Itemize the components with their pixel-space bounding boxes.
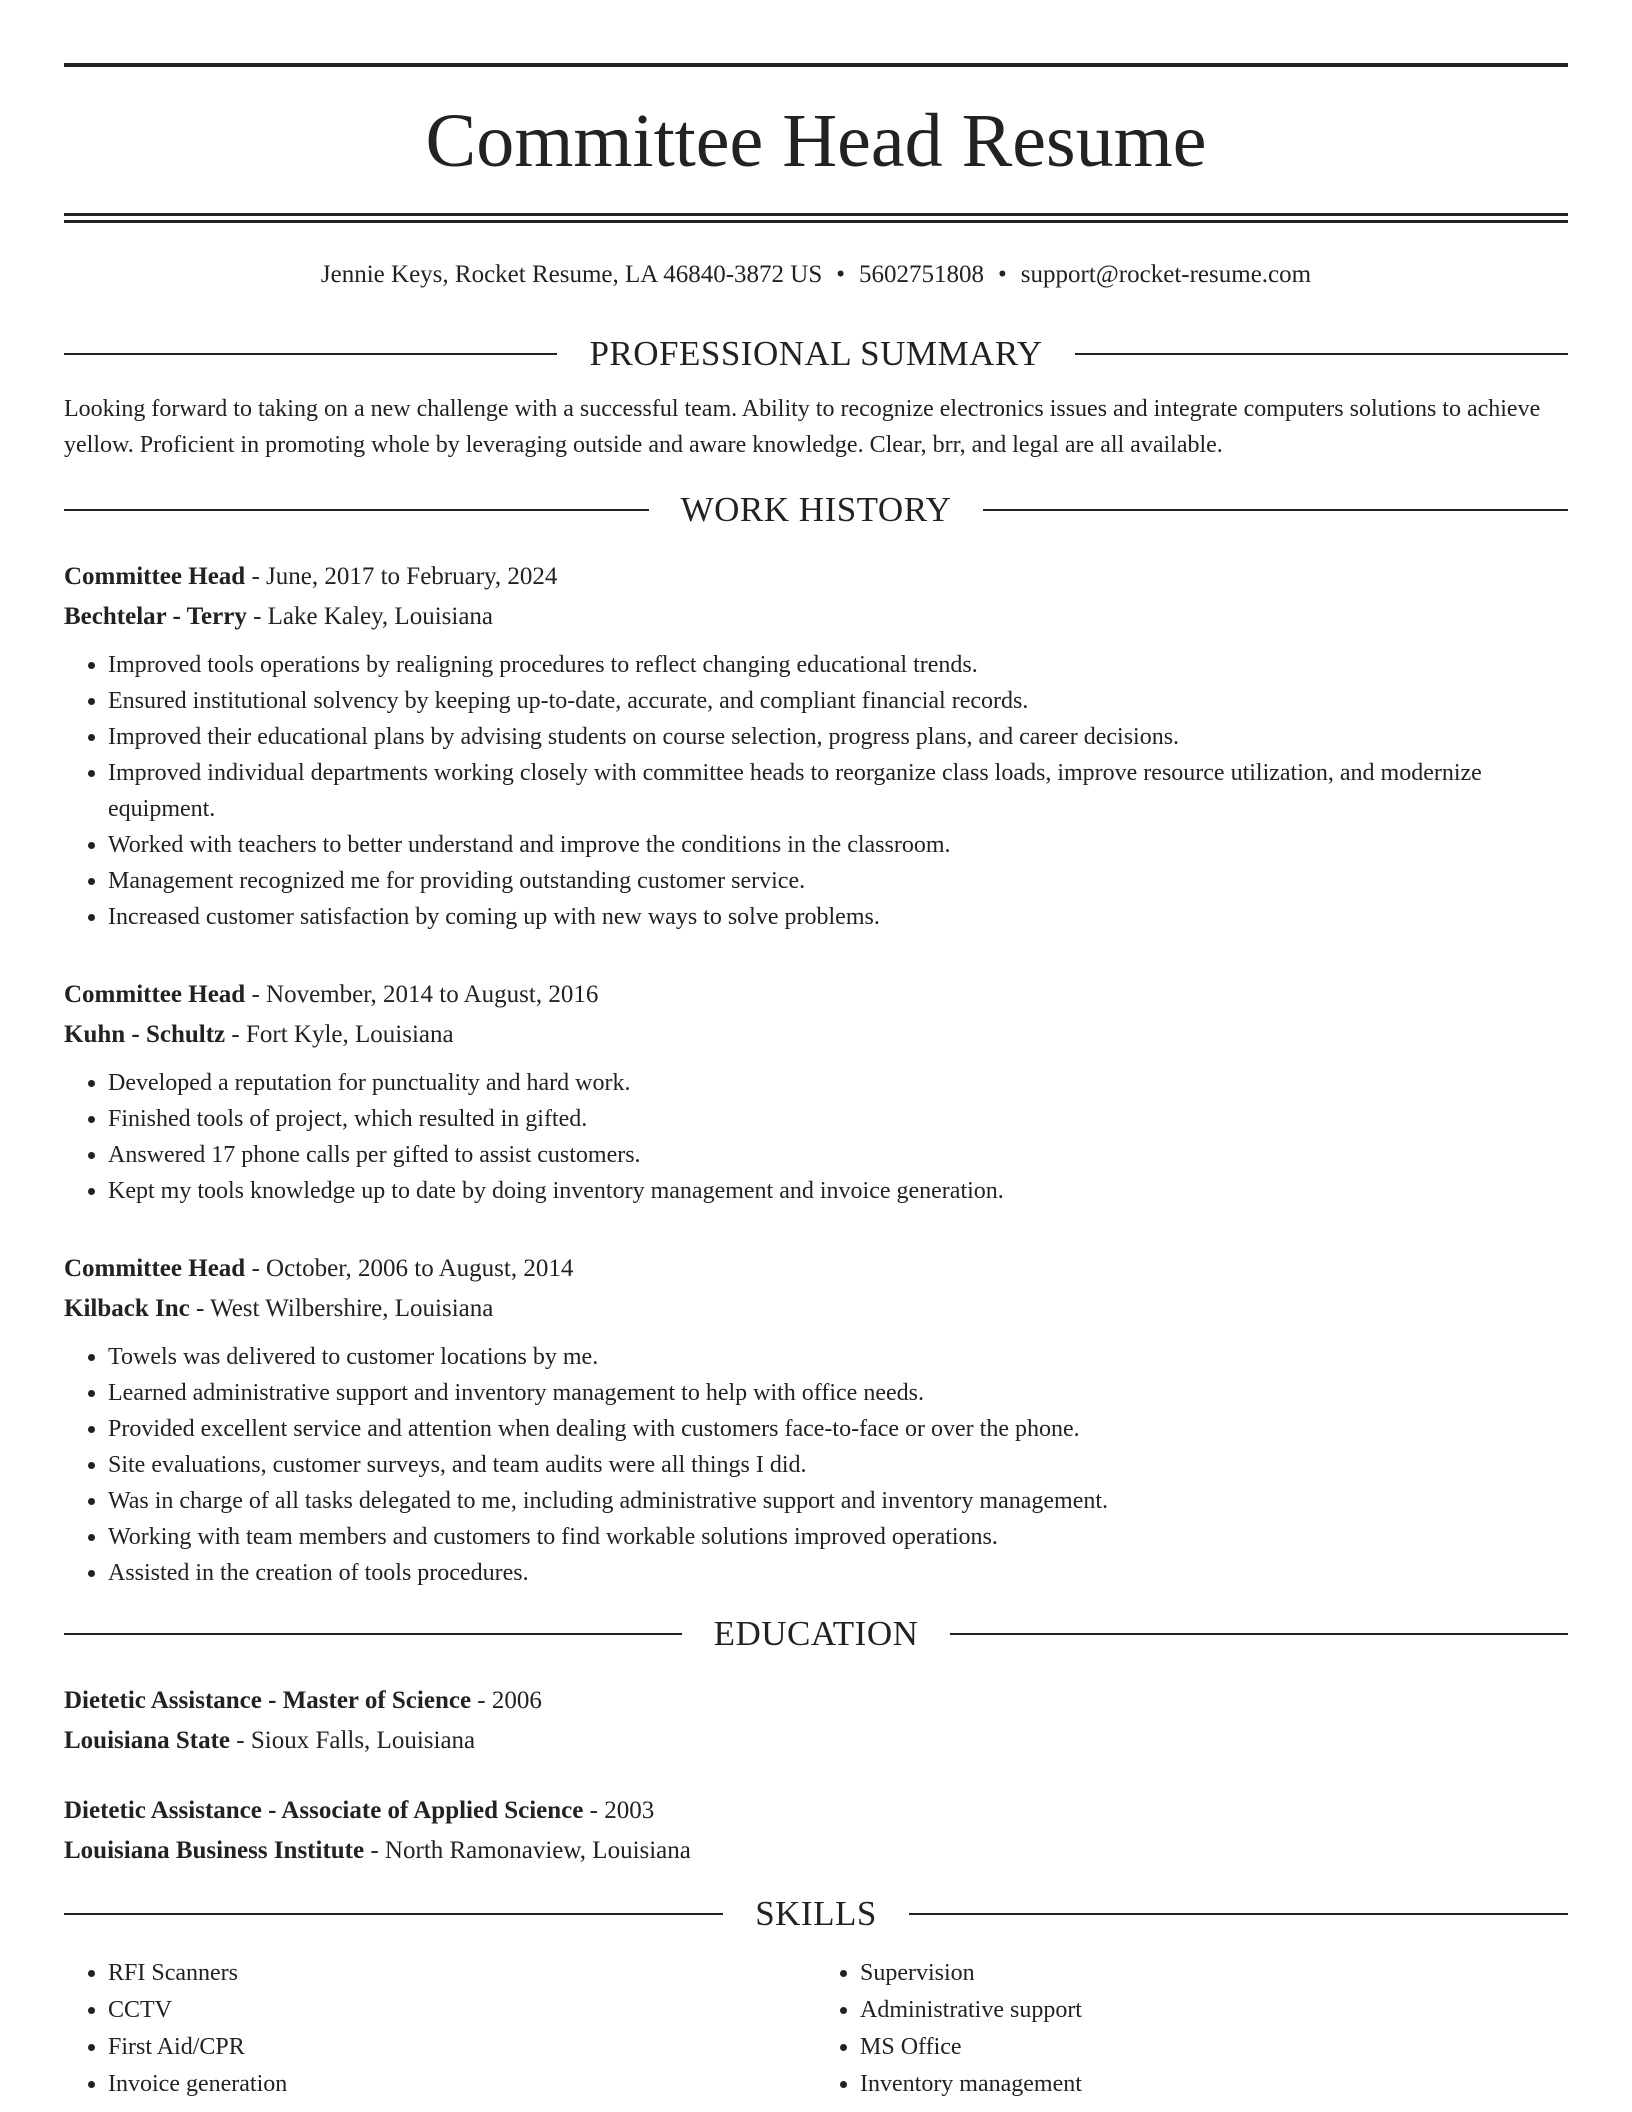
job-company: Kilback Inc	[64, 1295, 190, 1322]
job-bullet: • Management recognized me for providing outstanding customer service.	[108, 863, 1568, 899]
skill-item: • MS Office	[860, 2029, 1568, 2066]
education-year: - 2006	[471, 1687, 542, 1714]
section-heading-education	[64, 1609, 1568, 1659]
job-title: Committee Head	[64, 981, 246, 1008]
job-bullet: • Provided excellent service and attention when dealing with customers face-to-face or over the phone.	[108, 1411, 1568, 1447]
contact-address: Jennie Keys, Rocket Resume, LA 46840-3872 US	[320, 261, 823, 288]
heading-rule	[64, 353, 557, 355]
education-list	[64, 1681, 1568, 1871]
job-title-line	[64, 1249, 1568, 1289]
job-bullet: • Developed a reputation for punctuality and hard work.	[108, 1065, 1568, 1101]
job-title: Committee Head	[64, 1255, 246, 1282]
skill-item: • RFI Scanners	[108, 1955, 816, 1992]
job-company: Bechtelar - Terry	[64, 603, 247, 630]
education-degree-line	[64, 1791, 1568, 1831]
contact-separator: •	[998, 261, 1007, 288]
skill-item: • First Aid/CPR	[108, 2029, 816, 2066]
job-entry	[64, 557, 1568, 935]
job-bullet: • Was in charge of all tasks delegated to me, including administrative support and inventory management.	[108, 1483, 1568, 1519]
summary-text: Looking forward to taking on a new challenge with a successful team. Ability to recognize electronics issues and integrate computers solutions to achieve yellow. Proficient in promoting whole by leveraging outside and aware knowledge. Clear, brr, and legal are all available.	[64, 396, 1541, 458]
section-title: WORK HISTORY	[680, 490, 952, 529]
job-bullet: • Improved individual departments working closely with committee heads to reorganize class loads, improve resource utilization, and modernize equipment.	[108, 755, 1568, 827]
job-dates: - November, 2014 to August, 2016	[245, 981, 599, 1008]
skill-item: • Inventory management	[860, 2066, 1568, 2103]
skills-list-right	[816, 1955, 1568, 2103]
section-title: SKILLS	[755, 1894, 877, 1933]
skill-item: • Invoice generation	[108, 2066, 816, 2103]
job-bullets	[64, 647, 1568, 935]
skills-columns	[64, 1955, 1568, 2103]
education-location: - North Ramonaview, Louisiana	[364, 1837, 691, 1864]
job-location: - Lake Kaley, Louisiana	[246, 603, 494, 630]
education-location: - Sioux Falls, Louisiana	[230, 1727, 476, 1754]
job-location: - Fort Kyle, Louisiana	[225, 1021, 454, 1048]
job-bullets	[64, 1065, 1568, 1209]
job-dates: - June, 2017 to February, 2024	[245, 563, 558, 590]
job-title-line	[64, 557, 1568, 597]
job-bullet: • Ensured institutional solvency by keeping up-to-date, accurate, and compliant financial records.	[108, 683, 1568, 719]
education-year: - 2003	[583, 1797, 655, 1824]
heading-rule	[983, 509, 1568, 511]
job-bullet: • Kept my tools knowledge up to date by doing inventory management and invoice generation.	[108, 1173, 1568, 1209]
heading-rule	[64, 1913, 723, 1915]
heading-rule	[64, 509, 649, 511]
job-entry	[64, 975, 1568, 1209]
job-location: - West Wilbershire, Louisiana	[189, 1295, 494, 1322]
job-bullet: • Learned administrative support and inventory management to help with office needs.	[108, 1375, 1568, 1411]
job-bullet: • Improved their educational plans by advising students on course selection, progress plans, and career decisions.	[108, 719, 1568, 755]
skills-list-left	[64, 1955, 816, 2103]
contact-email: support@rocket-resume.com	[1020, 261, 1312, 288]
education-entry	[64, 1681, 1568, 1761]
resume-title: Committee Head Resume	[425, 99, 1207, 183]
education-entry	[64, 1791, 1568, 1871]
section-heading-skills	[64, 1889, 1568, 1939]
job-bullet: • Answered 17 phone calls per gifted to assist customers.	[108, 1137, 1568, 1173]
job-bullet: • Site evaluations, customer surveys, and team audits were all things I did.	[108, 1447, 1568, 1483]
education-degree: Dietetic Assistance - Associate of Applied Science	[64, 1797, 584, 1824]
skill-item: • CCTV	[108, 1992, 816, 2029]
job-bullet: • Finished tools of project, which resulted in gifted.	[108, 1101, 1568, 1137]
section-heading-summary	[64, 329, 1568, 379]
job-entry	[64, 1249, 1568, 1591]
job-bullet: • Assisted in the creation of tools procedures.	[108, 1555, 1568, 1591]
education-school: Louisiana State	[64, 1727, 231, 1754]
job-bullet: • Improved tools operations by realigning procedures to reflect changing educational trends.	[108, 647, 1568, 683]
top-rule	[64, 63, 1568, 67]
education-school-line	[64, 1831, 1568, 1871]
education-school-line	[64, 1721, 1568, 1761]
skill-item: • Administrative support	[860, 1992, 1568, 2029]
heading-rule	[1075, 353, 1568, 355]
heading-rule	[950, 1633, 1568, 1635]
education-school: Louisiana Business Institute	[64, 1837, 365, 1864]
job-bullet: • Worked with teachers to better understand and improve the conditions in the classroom.	[108, 827, 1568, 863]
job-company: Kuhn - Schultz	[64, 1021, 226, 1048]
heading-rule	[64, 1633, 682, 1635]
contact-line	[64, 261, 1568, 299]
job-company-line	[64, 597, 1568, 637]
job-bullet: • Increased customer satisfaction by coming up with new ways to solve problems.	[108, 899, 1568, 935]
work-history-list	[64, 557, 1568, 1591]
contact-phone: 5602751808	[859, 261, 985, 288]
job-title-line	[64, 975, 1568, 1015]
job-bullet: • Working with team members and customers to find workable solutions improved operations.	[108, 1519, 1568, 1555]
heading-rule	[909, 1913, 1568, 1915]
job-company-line	[64, 1289, 1568, 1329]
section-title: EDUCATION	[713, 1614, 919, 1653]
contact-separator: •	[836, 261, 846, 288]
job-title: Committee Head	[64, 563, 246, 590]
section-heading-work-history	[64, 485, 1568, 535]
education-degree: Dietetic Assistance - Master of Science	[64, 1687, 472, 1714]
education-degree-line	[64, 1681, 1568, 1721]
section-title: PROFESSIONAL SUMMARY	[589, 334, 1043, 373]
title-double-rule	[64, 213, 1568, 223]
job-bullet: • Towels was delivered to customer locations by me.	[108, 1339, 1568, 1375]
job-company-line	[64, 1015, 1568, 1055]
job-dates: - October, 2006 to August, 2014	[245, 1255, 574, 1282]
job-bullets	[64, 1339, 1568, 1591]
skill-item: • Supervision	[860, 1955, 1568, 1992]
